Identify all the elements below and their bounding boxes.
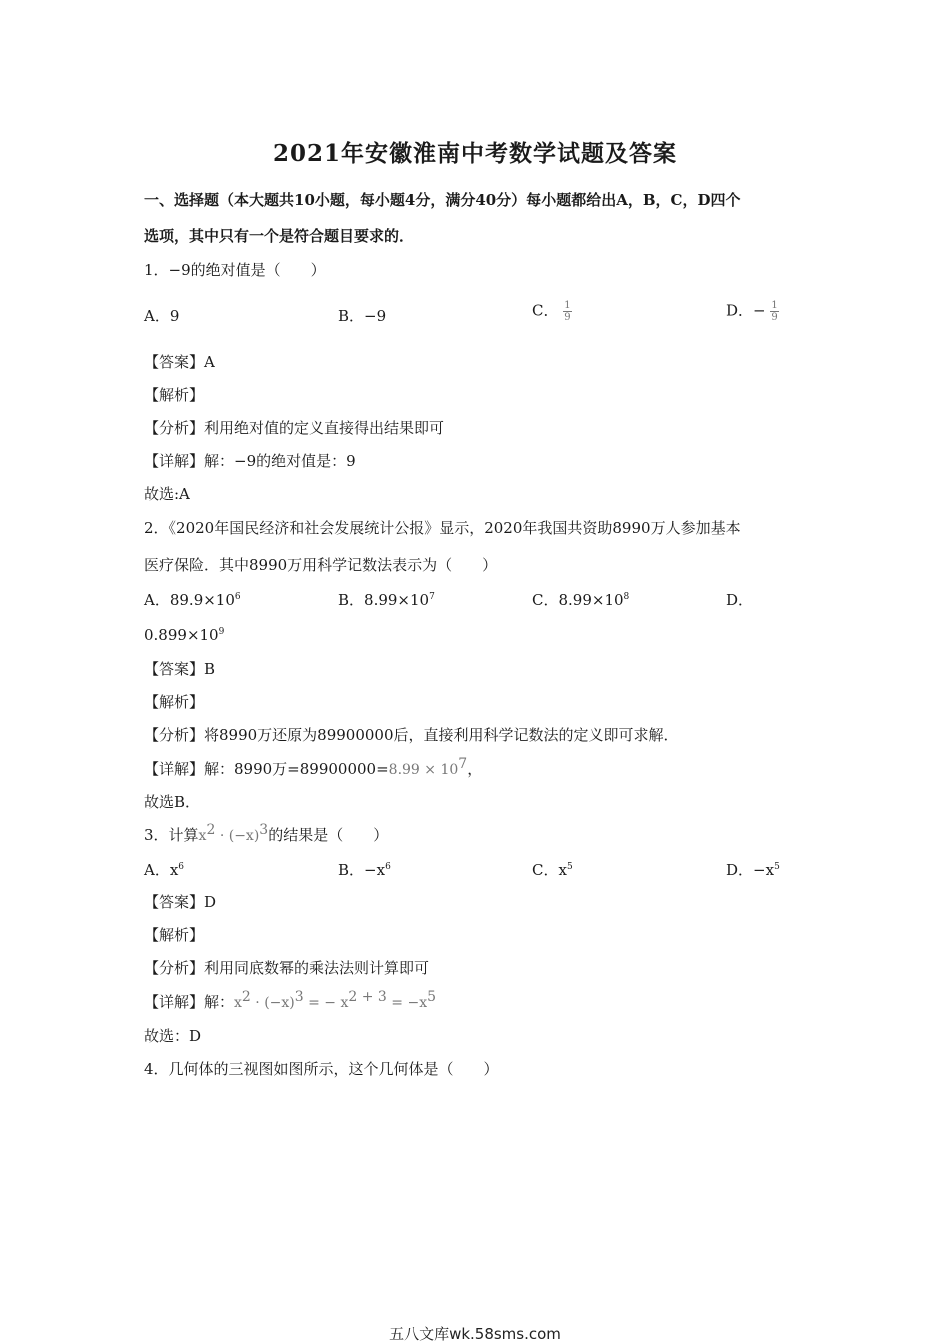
q1-stem: 1．−9的绝对值是（ ） xyxy=(144,261,326,279)
q1-analysis: 【解析】 xyxy=(144,386,205,404)
q3-fenxi: 【分析】利用同底数幂的乘法法则计算即可 xyxy=(144,959,430,977)
q3-option-a: A．$x^6$ xyxy=(144,861,185,879)
q1-option-d: D．− $\frac{1}{9}$ xyxy=(726,300,778,323)
section-header-line2: 选项，其中只有一个是符合题目要求的． xyxy=(144,227,415,245)
q2-stem-line1: 2．《2020年国民经济和社会发展统计公报》显示，2020年我国共资助8990万人参加基本 xyxy=(144,519,741,537)
q2-option-b: B．$8.99\times 10^7$ xyxy=(338,591,435,609)
q2-option-c: C．$8.99\times 10^8$ xyxy=(532,591,630,609)
q2-option-a: A．$89.9\times 10^6$ xyxy=(144,591,241,609)
q1-detail: 【详解】解：−9的绝对值是：9 xyxy=(144,452,356,470)
q2-option-d-value: $0.899\times 10^9$ xyxy=(144,626,225,644)
q1-answer: 【答案】A xyxy=(144,353,215,371)
q2-stem-line2: 医疗保险．其中8990万用科学记数法表示为（ ） xyxy=(144,556,498,574)
q2-choice: 故选B． xyxy=(144,793,201,811)
q3-stem: 3．计算$x^2 \cdot (-x)^3$的结果是（ ） xyxy=(144,822,389,844)
q1-option-c: C． $\frac{1}{9}$ xyxy=(532,300,571,323)
fraction-one-ninth: $\frac{1}{9}$ xyxy=(564,300,571,323)
q3-detail: 【详解】解：$x^2 \cdot (-x)^3$ = − $x^{2 + 3} = -x^5$ xyxy=(144,989,437,1011)
q3-choice: 故选：D xyxy=(144,1027,202,1045)
q1-fenxi: 【分析】利用绝对值的定义直接得出结果即可 xyxy=(144,419,445,437)
q3-answer: 【答案】D xyxy=(144,893,217,911)
q1-choice: 故选:A xyxy=(144,485,190,503)
page-title: 2021年安徽淮南中考数学试题及答案 xyxy=(272,140,677,167)
q2-analysis: 【解析】 xyxy=(144,693,205,711)
q3-option-c: C．$x^5$ xyxy=(532,861,573,879)
q2-option-d: D． xyxy=(726,591,754,609)
q1-option-a: A．9 xyxy=(144,307,180,325)
q3-option-b: B．$-x^6$ xyxy=(338,861,391,879)
q2-answer: 【答案】B xyxy=(144,660,216,678)
q4-stem: 4．几何体的三视图如图所示，这个几何体是（ ） xyxy=(144,1060,499,1078)
section-header-line1: 一、选择题（本大题共10小题，每小题4分，满分40分）每小题都给出A，B，C，D四个 xyxy=(144,191,741,209)
q3-option-d: D．$-x^5$ xyxy=(726,861,780,879)
footer-watermark: 五八文库wk.58sms.com xyxy=(389,1325,561,1343)
q2-detail: 【详解】解：8990万$=89900000=8.99 \times 10^7$， xyxy=(144,756,483,778)
q2-fenxi: 【分析】将8990万还原为89900000后，直接利用科学记数法的定义即可求解． xyxy=(144,726,679,744)
q3-analysis: 【解析】 xyxy=(144,926,205,944)
fraction-one-ninth: $\frac{1}{9}$ xyxy=(771,300,778,323)
q1-option-b: B．−9 xyxy=(338,307,387,325)
